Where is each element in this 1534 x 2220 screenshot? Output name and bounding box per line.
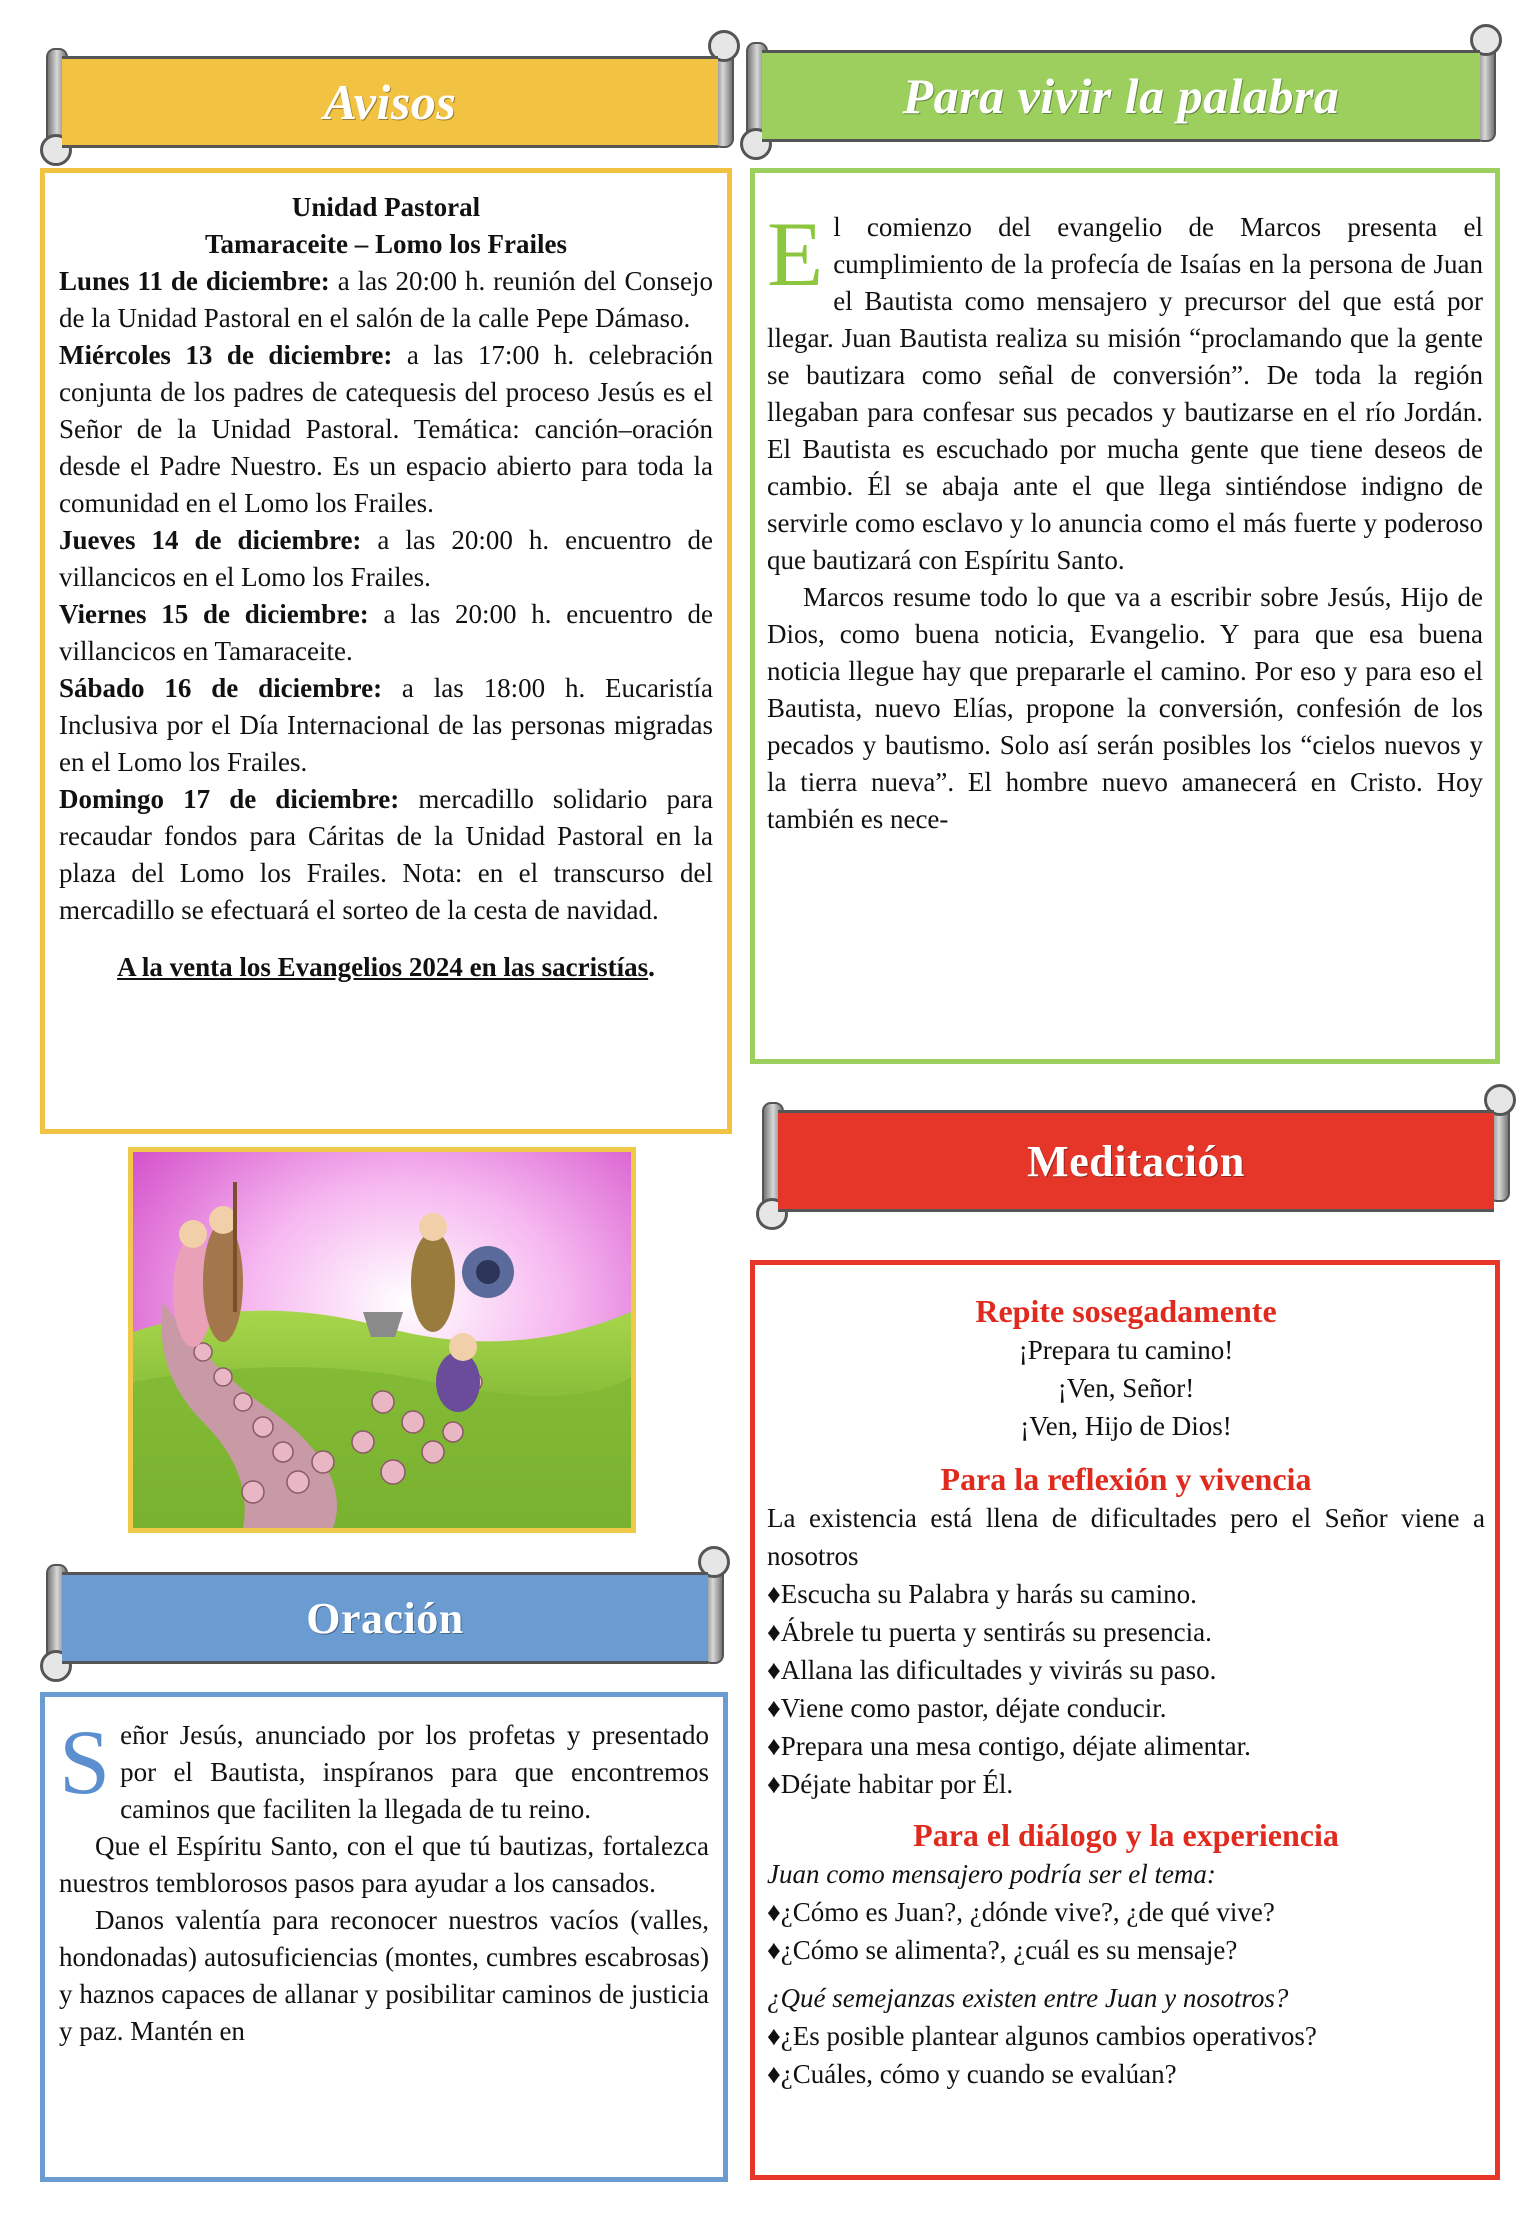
meditacion-header [756, 1094, 1516, 1224]
avisos-title: Avisos [323, 74, 457, 130]
meditacion-title: Meditación [1027, 1136, 1245, 1186]
list-item: ♦Déjate habitar por Él. [767, 1769, 1014, 1799]
list-item: ♦Prepara una mesa contigo, déjate alimentar. [767, 1731, 1251, 1761]
list-item: ♦Ábrele tu puerta y sentirás su presencia. [767, 1617, 1212, 1647]
avisos-heading-1: Unidad Pastoral [291, 192, 481, 222]
section-title: Para el diálogo y la experiencia [913, 1817, 1339, 1853]
oracion-title: Oración [306, 1593, 464, 1643]
repeat-line: ¡Ven, Señor! [1057, 1373, 1195, 1403]
bullet-icon: ♦ [767, 1769, 781, 1799]
bullet-icon: ♦ [767, 1693, 781, 1723]
bullet-icon: ♦ [767, 1579, 781, 1609]
list-item: ♦¿Es posible plantear algunos cambios operativos? [767, 2021, 1317, 2051]
drop-cap-e: E [767, 203, 824, 305]
list-item: ♦Viene como pastor, déjate conducir. [767, 1693, 1167, 1723]
list-item: ♦¿Cuáles, cómo y cuando se evalúan? [767, 2059, 1177, 2089]
avisos-footer: A la venta los Evangelios 2024 en las sacristías. [117, 952, 655, 982]
avisos-list [59, 263, 713, 929]
oracion-p3: Danos valentía para reconocer nuestros vacíos (valles, hondonadas) autosuficiencias (montes, cumbres escabrosas) y haznos capaces de allanar y posibilitar caminos de justicia y paz. Mantén en [59, 1905, 709, 2046]
oracion-header [40, 1556, 730, 1676]
aviso-item: Jueves 14 de diciembre: a las 20:00 h. encuentro de villancicos en el Lomo los Frailes. [59, 525, 713, 592]
oracion-p2: Que el Espíritu Santo, con el que tú bautizas, fortalezca nuestros temblorosos pasos para ayudar a los cansados. [59, 1831, 709, 1898]
meditacion-box [750, 1260, 1500, 2180]
avisos-header [40, 40, 740, 160]
avisos-heading-2: Tamaraceite – Lomo los Frailes [205, 229, 567, 259]
illustration-image [128, 1147, 636, 1533]
palabra-p2: Marcos resume todo lo que va a escribir sobre Jesús, Hijo de Dios, como buena noticia, Evangelio. Y para que esa buena noticia llegue hay que prepararle el camino. Por eso y para eso el Bautista, nuevo Elías, propone la conversión, confesión de los pecados y bautismo. Solo así serán posibles los “cielos nuevos y la tierra nueva”. El hombre nuevo amanecerá en Cristo. Hoy también es nece- [767, 582, 1483, 834]
bullet-icon: ♦ [767, 1897, 781, 1927]
bullet-icon: ♦ [767, 2059, 781, 2089]
oracion-box [40, 1692, 728, 2182]
aviso-item: Lunes 11 de diciembre: a las 20:00 h. reunión del Consejo de la Unidad Pastoral en el salón de la calle Pepe Dámaso. [59, 266, 713, 333]
bullet-icon: ♦ [767, 2021, 781, 2051]
bullet-icon: ♦ [767, 1935, 781, 1965]
avisos-box [40, 168, 732, 1134]
aviso-item: Sábado 16 de diciembre: a las 18:00 h. Eucaristía Inclusiva por el Día Internacional de las personas migradas en el Lomo los Frailes. [59, 673, 713, 777]
path-of-hearts-illustration [133, 1152, 631, 1528]
palabra-box [750, 168, 1500, 1064]
aviso-item: Viernes 15 de diciembre: a las 20:00 h. encuentro de villancicos en Tamaraceite. [59, 599, 713, 666]
list-item: ♦Escucha su Palabra y harás su camino. [767, 1579, 1197, 1609]
drop-cap-s: S [59, 1711, 111, 1813]
bullet-icon: ♦ [767, 1617, 781, 1647]
palabra-p1: El comienzo del evangelio de Marcos presenta el cumplimiento de la profecía de Isaías en la persona de Juan el Bautista como mensajero y precursor del que está por llegar. Juan Bautista realiza su misión “proclamando que la gente se bautizara como señal de conversión”. De toda la región llegaban para confesar sus pecados y bautizarse en el río Jordán. El Bautista es escuchado por mucha gente que tiene deseos de cambio. Él se abaja ante el que llega sintiéndose indigno de servirle como esclavo y lo anuncia como el más fuerte y poderoso que bautizará con Espíritu Santo. [767, 203, 1483, 575]
section-title: Para la reflexión y vivencia [940, 1461, 1312, 1497]
reflexion-intro: La existencia está llena de dificultades pero el Señor viene a nosotros [767, 1503, 1485, 1571]
bullet-icon: ♦ [767, 1731, 781, 1761]
list-item: ♦¿Cómo se alimenta?, ¿cuál es su mensaje? [767, 1935, 1238, 1965]
dialogo-intro: Juan como mensajero podría ser el tema: [767, 1859, 1216, 1889]
aviso-item: Domingo 17 de diciembre: mercadillo solidario para recaudar fondos para Cáritas de la Unidad Pastoral en la plaza del Lomo los Frailes. Nota: en el transcurso del mercadillo se efectuará el sorteo de la cesta de navidad. [59, 784, 713, 925]
palabra-title: Para vivir la palabra [902, 68, 1340, 124]
oracion-p1: Señor Jesús, anunciado por los profetas y presentado por el Bautista, inspíranos para que encontremos caminos que faciliten la llegada de tu reino. [59, 1711, 709, 1824]
palabra-header [740, 34, 1502, 154]
section-title: Repite sosegadamente [975, 1293, 1277, 1329]
repeat-line: ¡Prepara tu camino! [1018, 1335, 1234, 1365]
aviso-item: Miércoles 13 de diciembre: a las 17:00 h. celebración conjunta de los padres de catequesis del proceso Jesús es el Señor de la Unidad Pastoral. Temática: canción–oración desde el Padre Nuestro. Es un espacio abierto para toda la comunidad en el Lomo los Frailes. [59, 340, 713, 518]
bullet-icon: ♦ [767, 1655, 781, 1685]
repeat-line: ¡Ven, Hijo de Dios! [1020, 1411, 1232, 1441]
list-item: ♦¿Cómo es Juan?, ¿dónde vive?, ¿de qué vive? [767, 1897, 1275, 1927]
list-item: ♦Allana las dificultades y vivirás su paso. [767, 1655, 1217, 1685]
dialogo-question: ¿Qué semejanzas existen entre Juan y nosotros? [767, 1983, 1289, 2013]
